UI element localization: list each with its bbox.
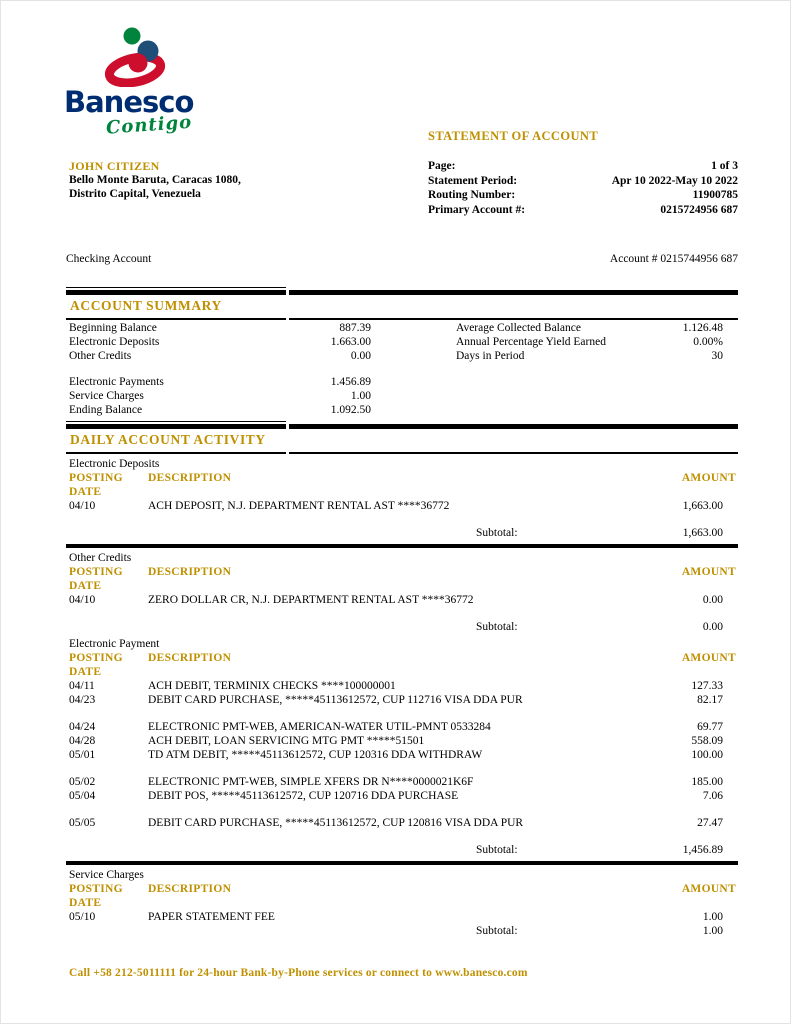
account-line <box>66 253 738 265</box>
divider <box>66 290 738 295</box>
posting-date: 04/23 <box>69 693 96 706</box>
column-header-row <box>66 471 738 499</box>
posting-date: 05/04 <box>69 789 96 802</box>
column-header-row <box>66 565 738 593</box>
col-posting-date: POSTING DATE <box>69 882 123 909</box>
transaction-amount: 185.00 <box>691 775 723 788</box>
customer-name: JOHN CITIZEN <box>69 159 160 173</box>
col-amount: AMOUNT <box>681 471 736 484</box>
posting-date: 05/05 <box>69 816 96 829</box>
posting-date: 04/24 <box>69 720 96 733</box>
info-row-page <box>428 159 738 174</box>
transaction-description: ACH DEPOSIT, N.J. DEPARTMENT RENTAL AST ****36772 <box>148 499 450 512</box>
account-summary-title: ACCOUNT SUMMARY <box>70 298 222 313</box>
transaction-description: ELECTRONIC PMT-WEB, SIMPLE XFERS DR N****0000021K6F <box>148 775 474 788</box>
banesco-tagline: Contigo <box>105 111 193 139</box>
summary-row: Other Credits 0.00 <box>69 349 371 362</box>
summary-row: Electronic Payments 1.456.89 <box>69 376 371 389</box>
subtotal-row <box>66 526 738 540</box>
transaction-description: DEBIT CARD PURCHASE, *****45113612572, CUP 112716 VISA DDA PUR <box>148 693 523 706</box>
info-value: 0215724956 687 <box>660 203 738 216</box>
summary-right-column <box>456 322 738 418</box>
section-name: Electronic Deposits <box>69 457 160 470</box>
subtotal-amount: 0.00 <box>702 620 723 633</box>
transaction-amount: 69.77 <box>697 720 723 733</box>
posting-date: 05/02 <box>69 775 96 788</box>
transaction-row <box>66 748 738 762</box>
info-row-routing <box>428 188 738 203</box>
transaction-description: ELECTRONIC PMT-WEB, AMERICAN-WATER UTIL-PMNT 0533284 <box>148 720 491 733</box>
transaction-row <box>66 734 738 748</box>
banesco-logo-mark-icon <box>102 25 197 87</box>
posting-date: 04/28 <box>69 734 96 747</box>
info-label: Primary Account #: <box>428 203 526 216</box>
subtotal-amount: 1,663.00 <box>682 526 723 539</box>
info-value: 1 of 3 <box>711 160 738 172</box>
subtotal-label: Subtotal: <box>476 924 518 937</box>
subtotal-label: Subtotal: <box>476 620 518 633</box>
subtotal-label: Subtotal: <box>476 843 518 856</box>
transaction-row <box>66 720 738 734</box>
transaction-row <box>66 789 738 803</box>
account-type: Checking Account <box>66 253 152 265</box>
column-header-row <box>66 651 738 679</box>
info-row-period <box>428 174 738 189</box>
transaction-row <box>66 499 738 513</box>
posting-date: 04/10 <box>69 499 96 512</box>
col-amount: AMOUNT <box>681 882 736 895</box>
transaction-amount: 1.00 <box>702 910 723 923</box>
transaction-amount: 127.33 <box>691 679 723 692</box>
activity-sections <box>66 457 738 938</box>
transaction-amount: 0.00 <box>702 593 723 606</box>
transaction-row <box>66 593 738 607</box>
transaction-amount: 82.17 <box>697 693 723 706</box>
summary-row: Electronic Deposits 1.663.00 <box>69 335 371 348</box>
subtotal-label: Subtotal: <box>476 526 518 539</box>
transaction-description: TD ATM DEBIT, *****45113612572, CUP 120316 DDA WITHDRAW <box>148 748 483 761</box>
customer-address-line1: Bello Monte Baruta, Caracas 1080, <box>69 174 241 186</box>
transaction-row <box>66 910 738 924</box>
transaction-amount: 100.00 <box>691 748 723 761</box>
statement-tables <box>66 287 738 938</box>
divider <box>66 424 738 429</box>
summary-row: Ending Balance 1.092.50 <box>69 403 371 416</box>
col-description: DESCRIPTION <box>148 651 232 664</box>
summary-left-column <box>66 322 371 418</box>
banesco-logo <box>64 25 214 139</box>
subtotal-row <box>66 843 738 857</box>
col-description: DESCRIPTION <box>148 882 232 895</box>
account-number: Account # 0215744956 687 <box>609 253 738 265</box>
transaction-row <box>66 679 738 693</box>
col-posting-date: POSTING DATE <box>69 471 123 498</box>
activity-section <box>66 457 738 548</box>
summary-row: Days in Period 30 <box>456 349 723 362</box>
posting-date: 05/10 <box>69 910 96 923</box>
info-label: Page: <box>428 160 456 172</box>
summary-row: Beginning Balance 887.39 <box>69 322 371 334</box>
col-description: DESCRIPTION <box>148 471 232 484</box>
statement-title: STATEMENT OF ACCOUNT <box>428 129 599 143</box>
divider <box>66 318 738 320</box>
customer-address-line2: Distrito Capital, Venezuela <box>69 188 201 200</box>
transaction-amount: 27.47 <box>697 816 723 829</box>
transaction-row <box>66 816 738 830</box>
col-posting-date: POSTING DATE <box>69 651 123 678</box>
subtotal-row <box>66 620 738 634</box>
info-value: 11900785 <box>692 189 738 201</box>
col-amount: AMOUNT <box>681 651 736 664</box>
col-description: DESCRIPTION <box>148 565 232 578</box>
section-name: Other Credits <box>69 551 132 564</box>
section-name: Electronic Payment <box>69 637 160 650</box>
transaction-amount: 558.09 <box>691 734 723 747</box>
summary-row: Service Charges 1.00 <box>69 390 371 403</box>
info-value: Apr 10 2022-May 10 2022 <box>611 174 738 187</box>
divider <box>66 452 738 454</box>
posting-date: 04/10 <box>69 593 96 606</box>
info-label: Statement Period: <box>428 174 518 187</box>
posting-date: 04/11 <box>69 679 95 692</box>
transaction-description: DEBIT CARD PURCHASE, *****45113612572, CUP 120816 VISA DDA PUR <box>148 816 524 829</box>
footer-contact: Call +58 212-5011111 for 24-hour Bank-by-Phone services or connect to www.banesco.com <box>69 967 528 979</box>
info-row-primary-account <box>428 203 738 218</box>
activity-section <box>66 551 738 634</box>
statement-info <box>428 159 738 217</box>
transaction-description: PAPER STATEMENT FEE <box>148 910 275 923</box>
summary-row: Annual Percentage Yield Earned 0.00% <box>456 335 723 348</box>
transaction-description: ZERO DOLLAR CR, N.J. DEPARTMENT RENTAL AST ****36772 <box>148 593 474 606</box>
transaction-description: DEBIT POS, *****45113612572, CUP 120716 DDA PURCHASE <box>148 789 459 802</box>
banesco-wordmark: Banesco <box>64 85 194 119</box>
column-header-row <box>66 882 738 910</box>
transaction-description: ACH DEBIT, LOAN SERVICING MTG PMT *****51501 <box>148 734 425 747</box>
transaction-amount: 1,663.00 <box>682 499 723 512</box>
activity-section <box>66 868 738 938</box>
account-summary <box>66 320 738 421</box>
info-label: Routing Number: <box>428 189 516 201</box>
col-posting-date: POSTING DATE <box>69 565 123 592</box>
activity-section <box>66 637 738 865</box>
posting-date: 05/01 <box>69 748 96 761</box>
transaction-row <box>66 775 738 789</box>
subtotal-row <box>66 924 738 938</box>
section-separator <box>66 861 738 865</box>
divider <box>66 287 286 288</box>
transaction-row <box>66 693 738 707</box>
col-amount: AMOUNT <box>681 565 736 578</box>
summary-row: Average Collected Balance 1.126.48 <box>456 322 723 334</box>
spacer <box>69 363 371 376</box>
subtotal-amount: 1.00 <box>702 924 723 937</box>
transaction-description: ACH DEBIT, TERMINIX CHECKS ****100000001 <box>148 679 396 692</box>
subtotal-amount: 1,456.89 <box>682 843 723 856</box>
section-separator <box>66 544 738 548</box>
divider <box>66 421 286 422</box>
transaction-amount: 7.06 <box>702 789 723 802</box>
customer-block <box>69 159 241 201</box>
section-name: Service Charges <box>69 868 144 881</box>
daily-activity-title: DAILY ACCOUNT ACTIVITY <box>70 431 266 447</box>
